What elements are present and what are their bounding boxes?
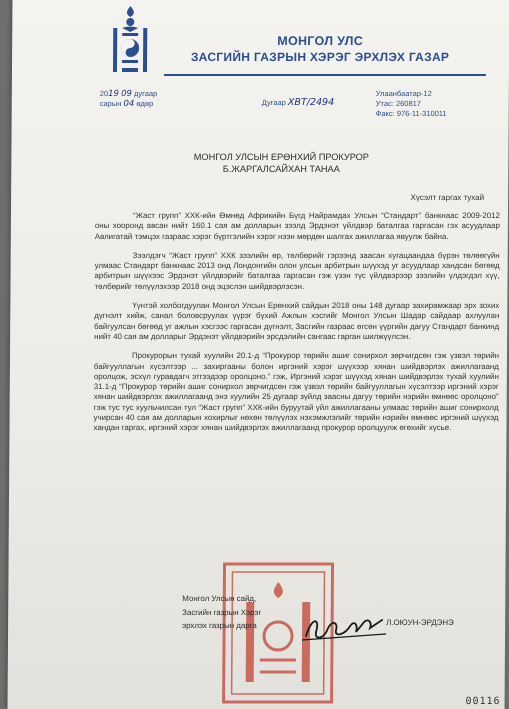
date-day: 09 (121, 89, 132, 99)
org-agency: ЗАСГИЙН ГАЗРЫН ХЭРЭГ ЭРХЛЭХ ГАЗАР (190, 50, 450, 64)
soyombo-emblem-icon (107, 4, 154, 76)
body-paragraph-3: Үүнтэй холбогдуулан Монгол Улсын Ерөнхий сайдын 2018 оны 148 дугаар захирамжаар эрх зохих дүгнэлт хийж, санал боловсруулах үүрэг бүхий Ажлын хэсгийг Монгол Улсын Шадар сайдаар ахлуулан байгуулсан бөгөөд уг ажлын хэсгээс гаргасан дүгнэлт, Засгийн газраас өгсөн үүргийн дагуу Стандарт банкинд нийт 40 сая ам долларыг Эрдэнэт үйлдвэрийн эрсдэлийн сангаас гарган шилжүүлсэн. (94, 301, 500, 341)
body-paragraph-4: Прокурорын тухай хуулийн 20.1-д “Прокурор төрийн ашиг сонирхол зөрчигдсөн гэж үзвэл төрийн байгууллагын хүсэлтээр ... захиргааны болон иргэний хэрэг шүүхээр хянан шийдвэрлэх ажиллагаанд оролцож, эсхүл гуравдагч этгээдээр оролцоно.” гэж, Иргэний хэрэг шүүхэд хянан шийдвэрлэх тухай хуулийн 31.1-д “Прокурор төрийн ашиг сонирхол зөрчигдсөн гэж үзвэл төрийн байгууллагын хүсэлтээр иргэний хэрэг хянан шийдвэрлэх ажиллагаанд энэ хуулийн 25 дугаар зүйлд заасны дагуу төрийн нэрийн өмнөөс оролцоно” гэж тус тус хуульчилсан тул “Жаст групп” ХХК-ийн буруутай үйл ажиллагааны улмаас төрийн ашиг сонирхолд учирсан 40 сая ам долларын хохирлыг нөхөн төлүүлэх нэхэмжлэлийг төрийн нэрийн өмнөөс иргэний шүүхэд хандан гаргах, иргэний хэрэг хянан шийдвэрлэх ажиллагаанд прокурор оролцуулж өгөхийг хүсье. (93, 351, 500, 433)
document-number-value: ХВТ/2494 (287, 97, 335, 108)
body-paragraph-2: Зээлдэгч “Жаст групп” ХХК зээлийн өр, төлбөрийг гэрээнд заасан хугацаандаа бүрэн төлөөгүйн улмаас Стандарт банкнаас 2013 онд Лондонгийн олон улсын арбитрын шүүхэд уг асуудлаар хандсан бөгөөд арбитрын шүүхээс Эрдэнэт үйлдвэрийг баталгаа гаргасан гэж үзэн түс үйлдвэрээр зээлийн үлдэгдэл хүү, төлбөрийг төлүүлэхээр 2018 онд эцэслэн шийдвэрлэсэн. (94, 250, 500, 291)
signatory-title: Монгол Улсын сайд, Засгийн газрын Хэрэг эрхлэх газрын дарга (182, 594, 262, 630)
phone: Утас: 260817 (375, 99, 422, 108)
addressee: МОНГОЛ УЛСЫН ЕРӨНХИЙ ПРОКУРОР Б.ЖАРГАЛСАЙХАН ТАНАА (193, 152, 369, 174)
fax: Факс: 976-11-310011 (375, 109, 447, 118)
address: Улаанбаатар-12 (375, 89, 432, 98)
document-number: Дугаар ХВТ/2494 (261, 97, 335, 108)
subject-line: Хүсэлт гаргах тухай (410, 193, 485, 202)
signatory-name: Л.ОЮУН-ЭРДЭНЭ (386, 618, 454, 627)
date-block: 2019 09 дугаар сарын 04 өдөр (99, 89, 158, 109)
date-month: 04 (123, 99, 135, 109)
org-country: МОНГОЛ УЛС (277, 34, 364, 48)
letter-body (93, 211, 500, 443)
contact-block (376, 89, 447, 119)
handwritten-signature (298, 610, 388, 646)
date-year: 19 (108, 89, 120, 99)
body-paragraph-1: “Жаст групп” ХХК-ийн Өмнөд Африкийн Бүгд Найрамдах Улсын “Стандарт” банкнаас 2009-2012 оны хооронд авсан нийт 160.1 сая ам долларын зээлд Эрдэнэт үйлдвэр баталгаа гаргасан гэх асуудлаар Авлигатай тэмцэх газраас хэрэг бүртгэлийн хэрэг нээн мөрдөн шалгах ажиллагаа явуулж байна. (94, 211, 501, 241)
letter-page (8, 0, 509, 709)
organization-name (170, 34, 470, 64)
serial-number: 00116 (465, 696, 501, 707)
letterhead-divider (164, 74, 486, 76)
